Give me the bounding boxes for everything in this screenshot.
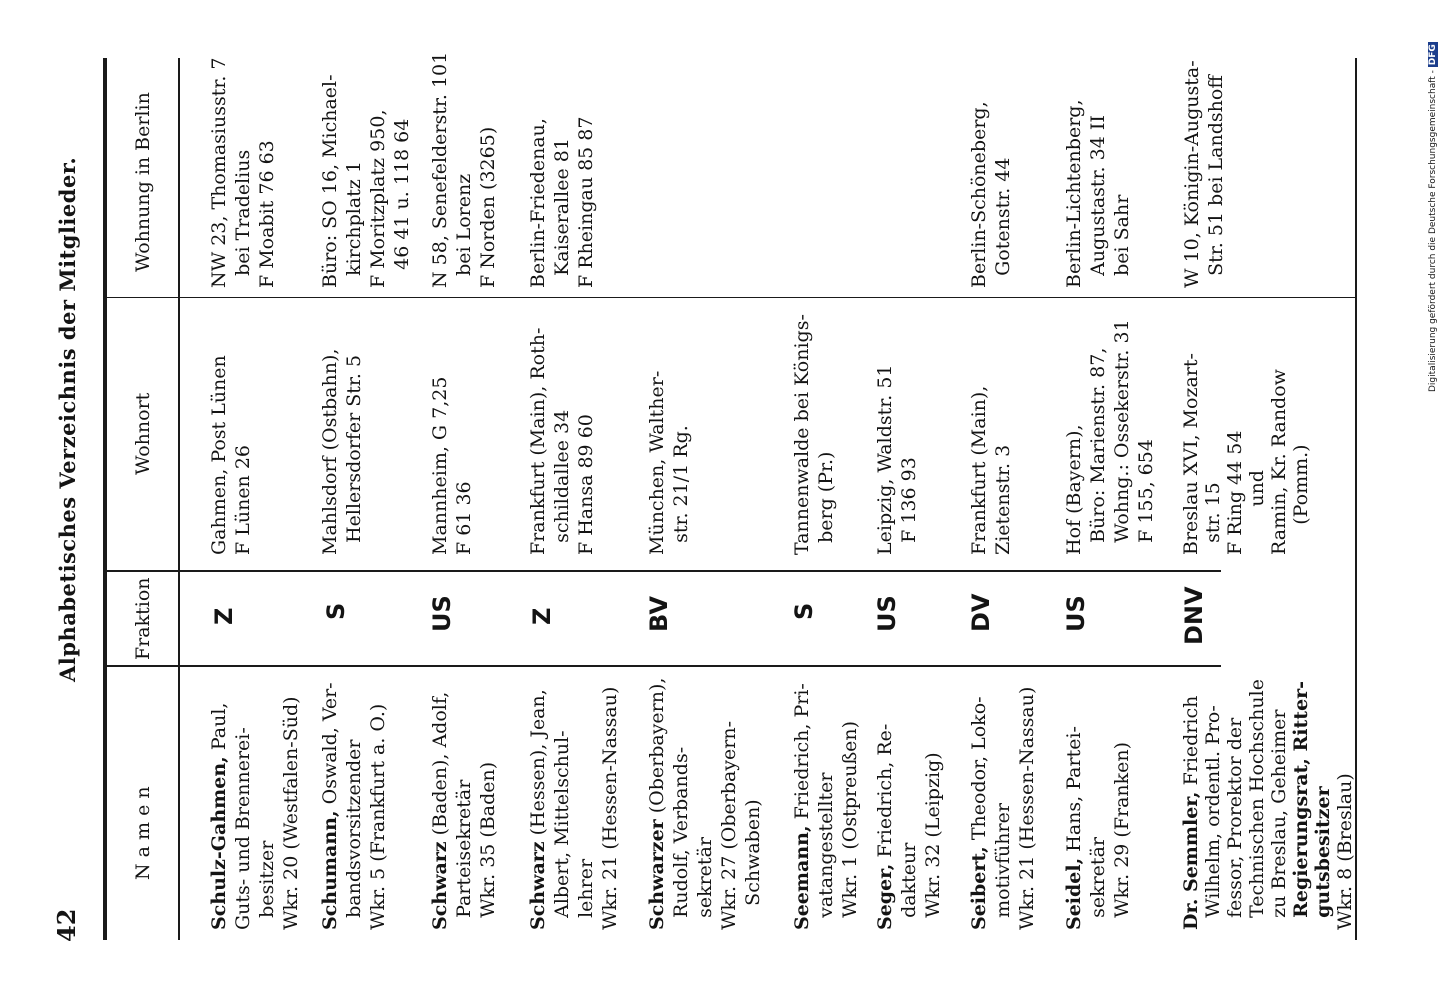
member-detail: Wkr. 20 (Westfalen-Süd)	[280, 696, 302, 930]
berlin-line: Berlin-Lichtenberg,	[1063, 99, 1085, 288]
member-detail: Oswald, Ver-	[319, 682, 341, 805]
wohnort-line: Mahlsdorf (Ostbahn),	[319, 348, 341, 555]
berlin-line: Str. 51 bei Landshoff	[1205, 75, 1227, 276]
member-detail: Wkr. 21 (Hessen-Nassau)	[1016, 686, 1038, 930]
berlin-line: Berlin-Schöneberg,	[968, 101, 990, 288]
header-fraktion: Fraktion	[132, 577, 154, 660]
wohnort-line: Ramin, Kr. Randow	[1268, 369, 1290, 555]
member-detail: Friedrich, Re-	[874, 723, 896, 858]
member-detail: Guts- und Brennerei-	[232, 727, 254, 930]
wohnort-cell	[967, 386, 1015, 555]
fraktion-code: DNV	[1180, 586, 1208, 645]
member-detail: Rudolf, Verbands-	[670, 746, 692, 918]
row-name-cell	[207, 696, 303, 930]
member-name: Seibert,	[968, 846, 990, 930]
berlin-line: Augustastr. 34 II	[1087, 115, 1109, 276]
wohnort-cell	[207, 355, 255, 555]
member-detail: Wkr. 29 (Franken)	[1111, 741, 1133, 918]
fraktion-code: US	[428, 595, 456, 632]
wohnort-line: Frankfurt (Main),	[968, 385, 990, 555]
wohnort-line: Hellersdorfer Str. 5	[343, 354, 365, 543]
member-detail: Schwaben)	[742, 799, 764, 906]
member-detail: Wkr. 8 (Breslau)	[1334, 773, 1356, 930]
row-name-cell	[318, 682, 390, 930]
member-name: Seemann,	[791, 825, 813, 930]
berlin-cell	[207, 57, 279, 288]
page-title: Alphabetisches Verzeichnis der Mitglieder.	[55, 156, 80, 682]
row-name-cell	[645, 678, 765, 930]
member-detail: sekretär	[694, 837, 716, 918]
wohnort-line: Gahmen, Post Lünen	[208, 355, 230, 555]
row-name-cell	[873, 724, 945, 930]
member-name: Schwarz	[429, 841, 451, 930]
wohnort-cell	[873, 364, 921, 555]
page-number: 42	[52, 908, 81, 942]
berlin-cell	[428, 52, 500, 288]
fraktion-code: Z	[210, 607, 238, 625]
member-detail: Wkr. 27 (Oberbayern-	[718, 720, 740, 930]
member-detail: (Oberbayern),	[646, 677, 668, 814]
fraktion-code: US	[873, 595, 901, 632]
berlin-line: NW 23, Thomasiusstr. 7	[208, 57, 230, 288]
berlin-line: F Norden (3265)	[477, 126, 499, 288]
berlin-line: Berlin-Friedenau,	[527, 118, 549, 288]
berlin-cell	[1062, 100, 1134, 288]
member-name: Seidel,	[1063, 857, 1085, 930]
member-detail: Wkr. 32 (Leipzig)	[922, 752, 944, 918]
berlin-cell	[526, 117, 598, 288]
member-detail: zu Breslau, Geheimer	[1268, 709, 1290, 918]
row-name-cell	[967, 687, 1039, 930]
column-rule-1	[107, 665, 1221, 667]
berlin-line: bei Lorenz	[453, 173, 475, 276]
wohnort-line: F Lünen 26	[232, 444, 254, 555]
member-detail: Friedrich, Pri-	[791, 683, 813, 820]
member-detail: Technischen Hochschule	[1246, 679, 1268, 918]
berlin-line: 46 41 u. 118 64	[391, 118, 413, 270]
wohnort-cell	[1062, 319, 1158, 555]
berlin-line: N 58, Senefelderstr. 101	[429, 51, 451, 288]
column-rule-2	[107, 570, 1221, 572]
member-detail: (Hessen), Jean,	[527, 689, 549, 836]
wohnort-line: berg (Pr.)	[815, 451, 837, 543]
berlin-line: F Rheingau 85 87	[575, 116, 597, 288]
credit-text: Digitalisierung gefördert durch die Deutsche Forschungsgemeinschaft -	[1428, 70, 1438, 392]
berlin-line: F Moritzplatz 950,	[367, 109, 389, 288]
row-name-cell	[790, 683, 862, 930]
row-name-cell	[428, 692, 500, 930]
member-detail: Wkr. 5 (Frankfurt a. O.)	[367, 703, 389, 930]
wohnort-line: Hof (Bayern),	[1063, 424, 1085, 555]
member-detail: vatangestellter	[815, 772, 837, 918]
wohnort-cell	[790, 314, 838, 555]
wohnort-line: Frankfurt (Main), Roth-	[527, 327, 549, 555]
fraktion-code: US	[1062, 595, 1090, 632]
member-detail: sekretär	[1087, 837, 1109, 918]
wohnort-line: F 61 36	[453, 481, 475, 555]
dfg-logo: DFG	[1428, 44, 1438, 66]
member-name: Schumann,	[319, 810, 341, 930]
fraktion-code: BV	[645, 596, 673, 632]
wohnort-cell	[1180, 353, 1312, 555]
wohnort-line: F 136 93	[898, 457, 920, 543]
berlin-line: bei Tradelius	[232, 149, 254, 276]
berlin-line: kirchplatz 1	[343, 161, 365, 276]
wohnort-cell	[645, 371, 693, 555]
wohnort-line: und	[1246, 470, 1268, 507]
berlin-cell	[1180, 60, 1228, 288]
wohnort-line: Mannheim, G 7,25	[429, 376, 451, 555]
member-detail: Wilhelm, ordentl. Pro-	[1202, 705, 1224, 918]
member-name: Seger,	[874, 863, 896, 930]
member-detail: gutsbesitzer	[1312, 786, 1334, 918]
row-name-cell	[1180, 679, 1356, 930]
dfg-credit	[1428, 42, 1438, 392]
wohnort-cell	[526, 328, 598, 555]
berlin-line: bei Sahr	[1111, 194, 1133, 276]
member-detail: bandsvorsitzender	[343, 739, 365, 918]
member-detail: Albert, Mittelschul-	[551, 730, 573, 918]
wohnort-line: Wohng.: Ossekerstr. 31	[1111, 319, 1133, 543]
member-detail: dakteur	[898, 842, 920, 918]
member-detail: Wkr. 1 (Ostpreußen)	[839, 720, 861, 918]
member-detail: (Baden), Adolf,	[429, 691, 451, 836]
header-wohnort: Wohnort	[132, 392, 154, 475]
member-detail: Parteisekretär	[453, 779, 475, 918]
wohnort-line: Tannenwalde bei Königs-	[791, 314, 813, 555]
wohnort-line: F Ring 44 54	[1224, 430, 1246, 555]
header-wohnung: Wohnung in Berlin	[132, 92, 154, 272]
member-detail: fessor, Prorektor der	[1224, 717, 1246, 918]
member-detail: motivführer	[992, 803, 1014, 918]
member-detail: Paul,	[208, 702, 230, 751]
member-name: Schwarzer	[646, 819, 668, 930]
fraktion-code: S	[322, 602, 350, 620]
member-detail: Theodor, Loko-	[968, 696, 990, 841]
wohnort-line: schildallee 34	[551, 409, 573, 543]
wohnort-line: (Pomm.)	[1290, 444, 1312, 525]
fraktion-code: S	[790, 602, 818, 620]
wohnort-line: München, Walther-	[646, 370, 668, 555]
member-detail: Regierungsrat, Ritter-	[1290, 680, 1312, 918]
fraktion-code: DV	[967, 593, 995, 632]
berlin-line: Kaiserallee 81	[551, 138, 573, 276]
wohnort-line: F 155, 654	[1135, 439, 1157, 543]
wohnort-line: Büro: Marienstr. 87,	[1087, 347, 1109, 543]
berlin-line: Büro: SO 16, Michael-	[319, 74, 341, 288]
table-top-rule	[103, 58, 107, 940]
row-name-cell	[1062, 726, 1134, 930]
member-detail: besitzer	[256, 840, 278, 918]
berlin-cell	[967, 101, 1015, 288]
header-namen: N a m e n	[132, 786, 154, 880]
member-detail: Wkr. 21 (Hessen-Nassau)	[599, 686, 621, 930]
berlin-line: F Moabit 76 63	[256, 140, 278, 288]
column-rule-3	[107, 297, 1355, 298]
member-detail: Wkr. 35 (Baden)	[477, 761, 499, 918]
member-detail: lehrer	[575, 858, 597, 918]
berlin-line: W 10, Königin-Augusta-	[1181, 60, 1203, 288]
wohnort-cell	[318, 349, 366, 555]
berlin-cell	[318, 74, 414, 288]
wohnort-cell	[428, 377, 476, 555]
member-detail: Hans, Partei-	[1063, 726, 1085, 852]
wohnort-line: Zietenstr. 3	[992, 444, 1014, 555]
wohnort-line: str. 21/1 Rg.	[670, 425, 692, 543]
berlin-line: Gotenstr. 44	[992, 157, 1014, 276]
member-name: Dr. Semmler,	[1180, 791, 1202, 930]
member-detail: Friedrich	[1180, 695, 1202, 786]
header-rule	[178, 58, 180, 940]
member-name: Schulz-Gahmen,	[208, 756, 230, 930]
wohnort-line: Leipzig, Waldstr. 51	[874, 364, 896, 555]
wohnort-line: F Hansa 89 60	[575, 414, 597, 555]
row-name-cell	[526, 687, 622, 930]
fraktion-code: Z	[528, 607, 556, 625]
member-name: Schwarz	[527, 841, 549, 930]
wohnort-line: Breslau XVI, Mozart-	[1180, 353, 1202, 555]
wohnort-line: str. 15	[1202, 482, 1224, 543]
